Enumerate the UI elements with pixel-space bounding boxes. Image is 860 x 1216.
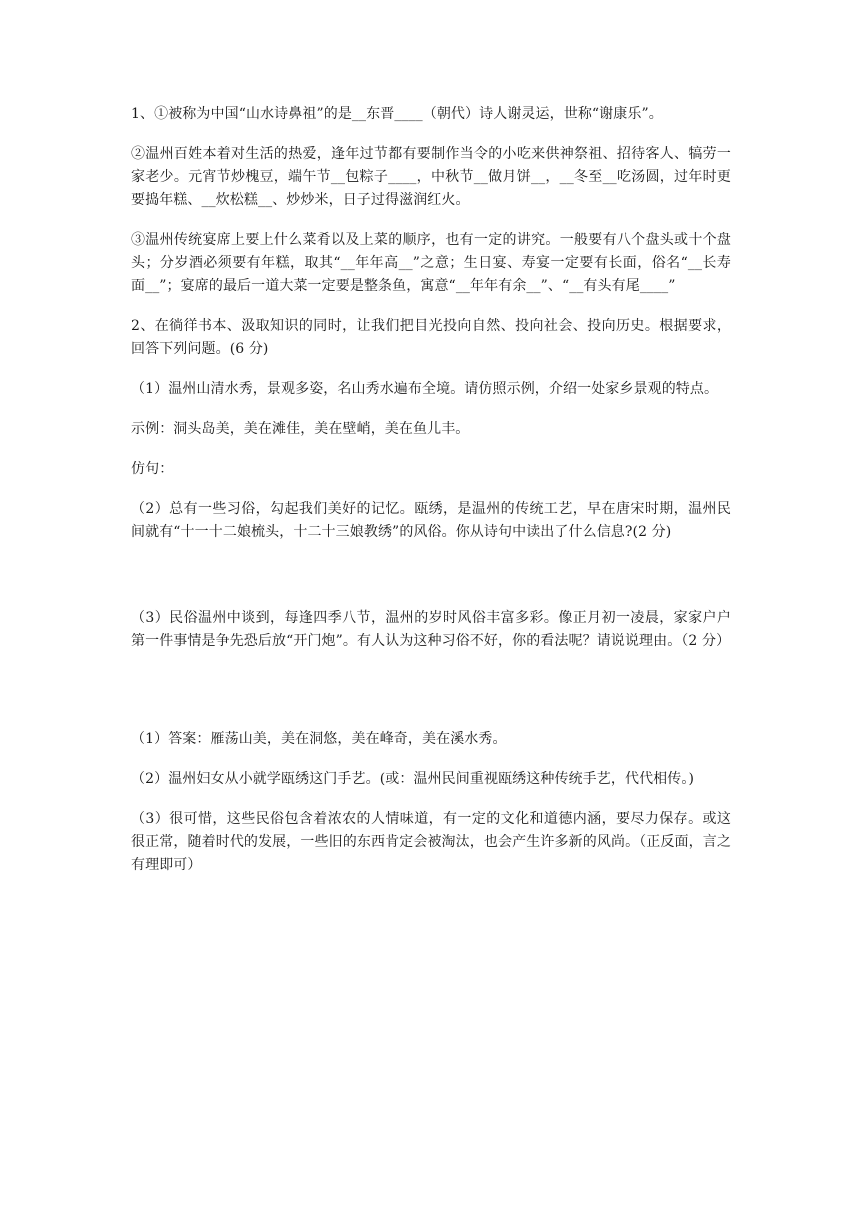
answer-2: （2）温州妇女从小就学瓯绣这门手艺。(或：温州民间重视瓯绣这种传统手艺，代代相传。) [131, 771, 695, 787]
question-1-part-3: ③温州传统宴席上要上什么菜肴以及上菜的顺序，也有一定的讲究。一般要有八个盘头或十个盘头；分岁酒必须要有年糕，取其“__年年高__”之意；生日宴、寿宴一定要有长面，俗名“__长寿面__”；宴席的最后一道大菜一定要是整条鱼，寓意“__年年有余__”、“__有头有尾____” [131, 232, 731, 294]
question-2-sub-1: （1）温州山清水秀，景观多姿，名山秀水遍布全境。请仿照示例，介绍一处家乡景观的特点。 [131, 381, 719, 397]
question-2-intro: 2、在徜徉书本、汲取知识的同时，让我们把目光投向自然、投向社会、投向历史。根据要求，回答下列问题。(6 分) [131, 318, 731, 357]
answer-3: （3）很可惜，这些民俗包含着浓农的人情味道，有一定的文化和道德内涵，要尽力保存。或这很正常，随着时代的发展，一些旧的东西肯定会被淘汰，也会产生许多新的风尚。（正反面，言之有理即可） [131, 811, 731, 873]
question-1-part-2: ②温州百姓本着对生活的热爱，逢年过节都有要制作当令的小吃来供神祭祖、招待客人、犒劳一家老少。元宵节炒槐豆，端午节__包粽子____，中秋节__做月饼__，__冬至__吃汤圆，过年时更要捣年糕、__炊松糕__、炒炒米，日子过得滋润红火。 [131, 146, 731, 208]
question-2-example: 示例：洞头岛美，美在滩佳，美在壁峭，美在鱼儿丰。 [131, 421, 470, 437]
question-1-part-1: 1、①被称为中国“山水诗鼻祖”的是__东晋____（朝代）诗人谢灵运，世称“谢康乐”。 [131, 106, 663, 122]
document-body [131, 103, 731, 877]
answer-1: （1）答案：雁荡山美，美在洞悠，美在峰奇，美在溪水秀。 [131, 731, 507, 747]
question-2-sub-3: （3）民俗温州中谈到，每逢四季八节，温州的岁时风俗丰富多彩。像正月初一凌晨，家家户户第一件事情是争先恐后放“开门炮”。有人认为这种习俗不好，你的看法呢？请说说理由。（2 分） [131, 610, 731, 649]
question-2-imitate-label: 仿句： [131, 461, 174, 477]
question-2-sub-2: （2）总有一些习俗，勾起我们美好的记忆。瓯绣，是温州的传统工艺，早在唐宋时期，温州民间就有“十一十二娘梳头，十二十三娘教绣”的风俗。你从诗句中读出了什么信息?(2 分) [131, 501, 731, 540]
